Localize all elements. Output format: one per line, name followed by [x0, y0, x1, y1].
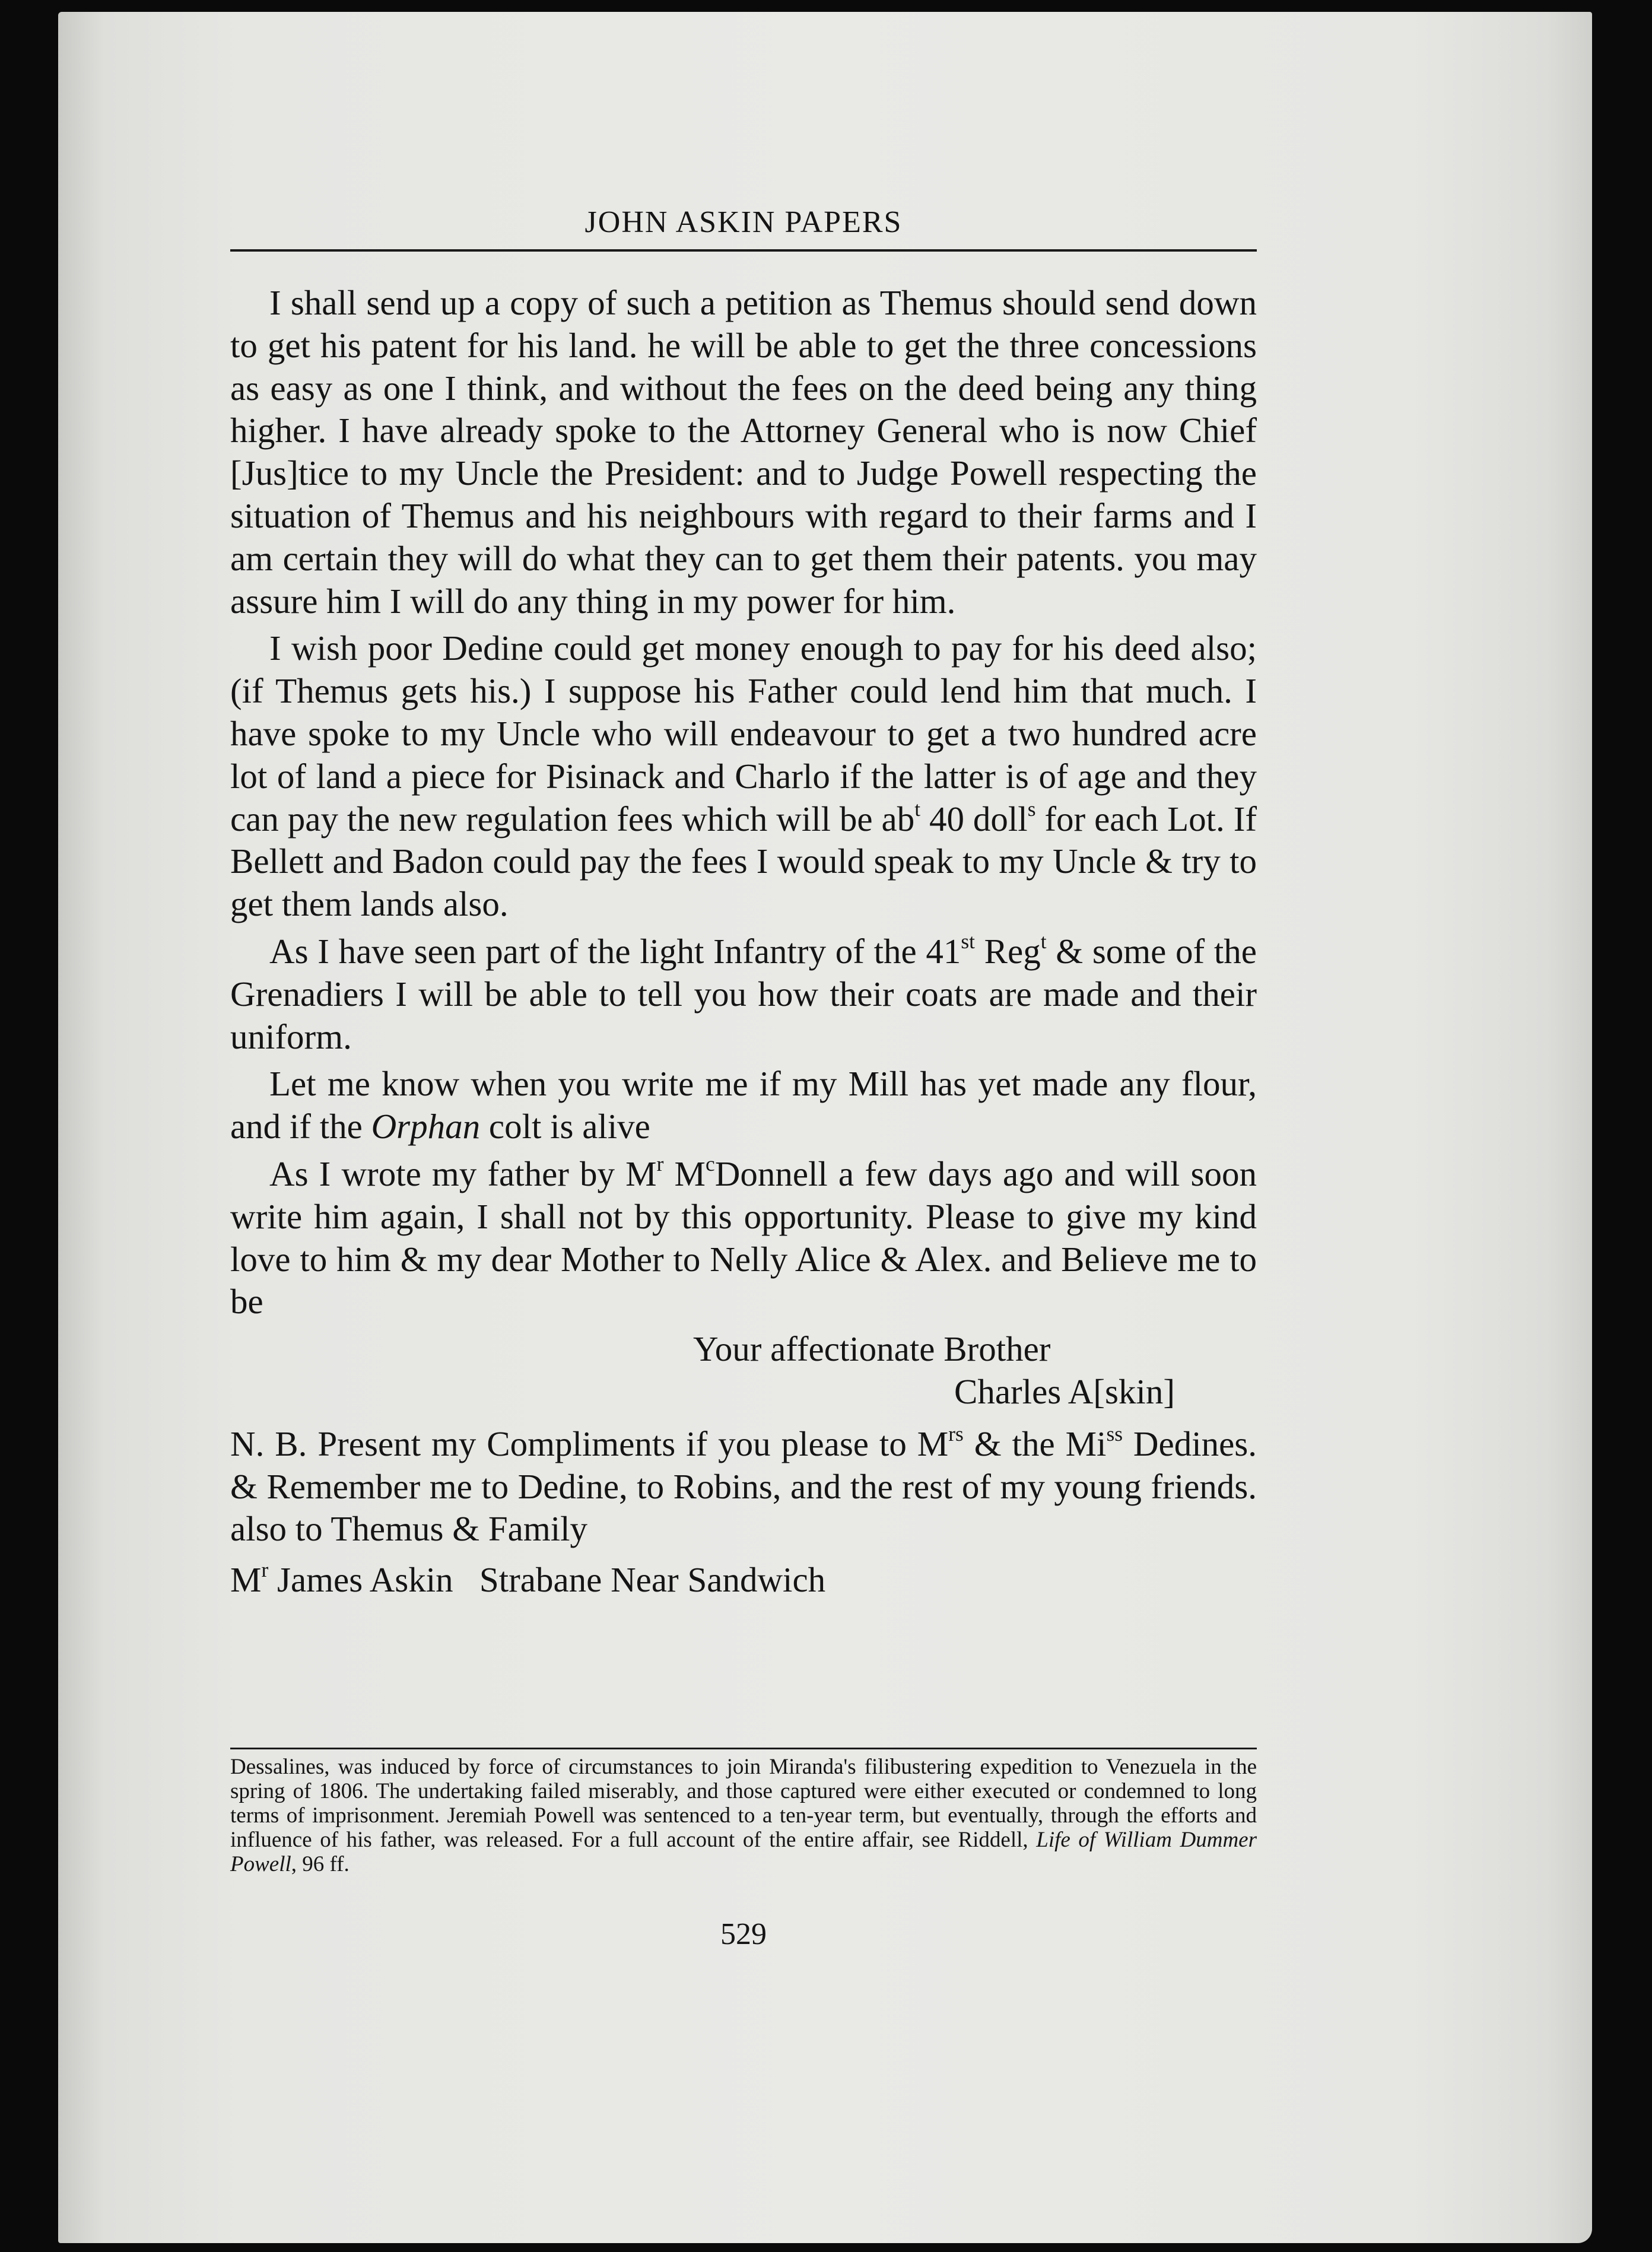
superscript: r	[261, 1558, 269, 1582]
paragraph-3-text-c: & some of the Grenadiers I will be able to tell you how their coats are made and their uniform.	[230, 931, 1257, 1056]
address-text-b: James Askin Strabane Near Sandwich	[268, 1560, 826, 1600]
paragraph-4	[230, 1063, 1257, 1148]
letter-body	[230, 282, 1257, 1606]
superscript: t	[1040, 929, 1047, 954]
paragraph-5	[230, 1153, 1257, 1323]
footnote-text-a: Dessalines, was induced by force of circumstances to join Miranda's filibustering expedition to Venezuela in the spring of 1806. The undertaking failed miserably, and those captured were either executed or condemned to long terms of imprisonment. Jeremiah Powell was sentenced to a ten-year term, but eventually, through the efforts and influence of his father, was released. For a full account of the entire affair, see Riddell,	[230, 1755, 1257, 1852]
paragraph-3	[230, 930, 1257, 1058]
paragraph-2-text-c: for each Lot. If Bellett and Badon could pay the fees I would speak to my Uncle & try to get them lands also.	[230, 799, 1257, 924]
paragraph-5-text-c: Donnell a few days ago and will soon write him again, I shall not by this opportunity. Please to give my kind love to him & my dear Mother to Nelly Alice & Alex. and Believe me to be	[230, 1154, 1257, 1322]
book-page	[58, 12, 1592, 2243]
running-head: JOHN ASKIN PAPERS	[584, 205, 903, 239]
footnote-rule	[230, 1748, 1257, 1749]
signature-name: Charles A[skin]	[954, 1371, 1175, 1411]
footnote	[230, 1755, 1257, 1876]
address-line	[230, 1559, 1257, 1602]
superscript: c	[706, 1152, 715, 1176]
paragraph-4-text-b: colt is alive	[480, 1107, 650, 1146]
superscript: t	[914, 796, 921, 821]
paragraph-5-text-b: M	[663, 1154, 706, 1193]
paragraph-4-text-a: Let me know when you write me if my Mill has yet made any flour, and if the	[230, 1064, 1257, 1146]
superscript: rs	[948, 1421, 964, 1446]
footnote-text-b: , 96 ff.	[291, 1852, 350, 1876]
paragraph-5-text-a: As I wrote my father by M	[269, 1154, 657, 1193]
address-text-a: M	[230, 1560, 262, 1600]
superscript: r	[656, 1152, 664, 1176]
postscript-text-c: Dedines. & Remember me to Dedine, to Robins, and the rest of my young friends. also to Themus & Family	[230, 1424, 1257, 1549]
superscript: ss	[1106, 1421, 1123, 1446]
superscript: st	[961, 929, 975, 954]
postscript-text-a: N. B. Present my Compliments if you please to M	[230, 1424, 949, 1463]
paragraph-1-text: I shall send up a copy of such a petition as Themus should send down to get his patent for his land. he will be able to get the three concessions as easy as one I think, and without the fees on the deed being any thing higher. I have already spoke to the Attorney General who is now Chief [Jus]tice to my Uncle the President: and to Judge Powell respecting the situation of Themus and his neighbours with regard to their farms and I am certain they will do what they can to get them their patents. you may assure him I will do any thing in my power for him.	[230, 283, 1257, 621]
paragraph-2	[230, 627, 1257, 926]
header-rule	[230, 249, 1257, 252]
postscript	[230, 1423, 1257, 1551]
paragraph-2-text-a: I wish poor Dedine could get money enough to pay for his deed also; (if Themus gets his.) I suppose his Father could lend him that much. I have spoke to my Uncle who will endeavour to get a two hundred acre lot of land a piece for Pisinack and Charlo if the latter is of age and they can pay the new regulation fees which will be ab	[230, 628, 1257, 838]
paragraph-1	[230, 282, 1257, 622]
paragraph-3-text-a: As I have seen part of the light Infantry of the 41	[269, 931, 961, 971]
paragraph-3-text-b: Reg	[974, 931, 1041, 971]
postscript-text-b: & the Mi	[963, 1424, 1107, 1463]
italic-text: Orphan	[371, 1107, 481, 1146]
superscript: s	[1027, 796, 1036, 821]
footnote-italic: Life of William Dummer Powell	[230, 1828, 1257, 1876]
paragraph-2-text-b: 40 doll	[920, 799, 1028, 838]
page-number: 529	[720, 1917, 767, 1951]
signature-closing: Your affectionate Brother	[693, 1329, 1051, 1369]
